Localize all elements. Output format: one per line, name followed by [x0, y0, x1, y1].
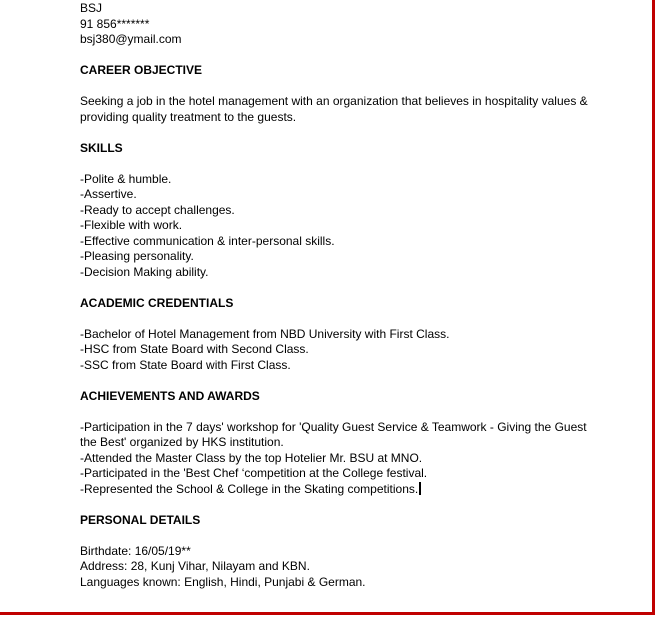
achievements-heading: ACHIEVEMENTS AND AWARDS: [80, 388, 260, 403]
career-objective-line: providing quality treatment to the guests.: [80, 109, 297, 124]
spacer: [80, 79, 620, 95]
spacer: [80, 373, 620, 389]
skills-heading: SKILLS: [80, 140, 123, 155]
career-objective-line: Seeking a job in the hotel management with an organization that believes in hospitality values &: [80, 94, 588, 108]
spacer: [80, 404, 620, 420]
spacer: [80, 156, 620, 172]
candidate-name: BSJ: [80, 1, 103, 15]
spacer: [80, 311, 620, 327]
skill-item: -Flexible with work.: [80, 218, 183, 232]
text-cursor: [419, 482, 421, 495]
achievement-item: -Attended the Master Class by the top Hotelier Mr. BSU at MNO.: [80, 450, 423, 465]
skill-item: -Pleasing personality.: [80, 249, 194, 263]
skill-item: -Assertive.: [80, 187, 137, 201]
languages-known: Languages known: English, Hindi, Punjabi & German.: [80, 574, 366, 589]
skill-item: -Decision Making ability.: [80, 264, 209, 279]
academic-item: -HSC from State Board with Second Class.: [80, 342, 309, 356]
birthdate: Birthdate: 16/05/19**: [80, 543, 191, 558]
spacer: [80, 48, 620, 64]
resume-body[interactable]: [80, 1, 620, 590]
achievement-item-with-cursor: [80, 482, 620, 498]
spacer: [80, 497, 620, 513]
career-objective-heading: CAREER OBJECTIVE: [80, 63, 203, 77]
skill-item: -Ready to accept challenges.: [80, 202, 235, 217]
academic-item: -SSC from State Board with First Class.: [80, 357, 291, 372]
achievement-item: -Participated in the 'Best Chef ‘competition at the College festival.: [80, 466, 428, 480]
phone-number: 91 856*******: [80, 16, 150, 31]
email-address: bsj380@ymail.com: [80, 32, 182, 46]
spacer: [80, 280, 620, 296]
skill-item: -Polite & humble.: [80, 171, 172, 186]
spacer: [80, 528, 620, 544]
achievement-item: -Participation in the 7 days' workshop for 'Quality Guest Service & Teamwork - Giving the Guest: [80, 419, 587, 434]
skill-item: -Effective communication & inter-personal skills.: [80, 233, 335, 248]
spacer: [80, 125, 620, 141]
achievement-item: -Represented the School & College in the Skating competitions.: [80, 481, 419, 496]
achievement-item: the Best' organized by HKS institution.: [80, 435, 284, 449]
personal-details-heading: PERSONAL DETAILS: [80, 512, 201, 527]
academic-item: -Bachelor of Hotel Management from NBD University with First Class.: [80, 326, 450, 341]
address: Address: 28, Kunj Vihar, Nilayam and KBN.: [80, 559, 310, 573]
academic-credentials-heading: ACADEMIC CREDENTIALS: [80, 295, 234, 310]
